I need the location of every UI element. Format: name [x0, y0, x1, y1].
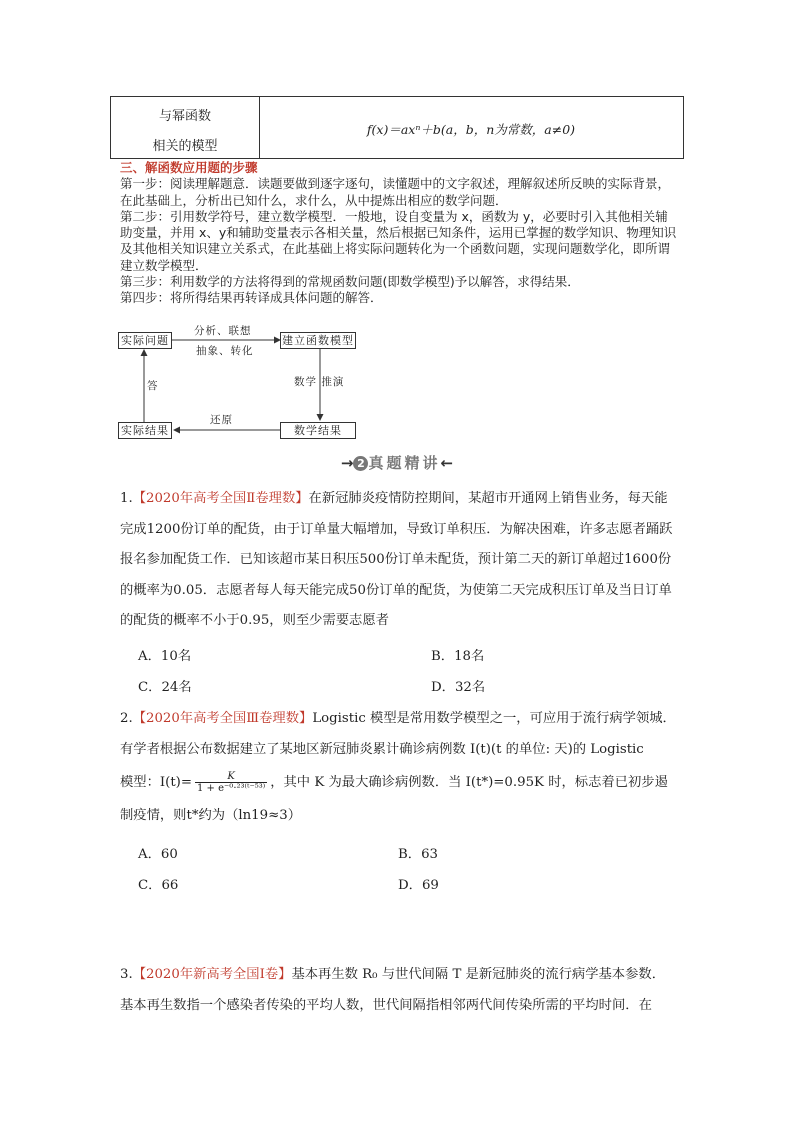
q2-text-b-post: ，其中 K 为最大确诊病例数．当 I(t*)=0.95K 时，标志着已初步遏 — [270, 775, 668, 790]
q1-option-b[interactable]: B．18名 — [431, 649, 485, 664]
q2-frac-denominator: 1 + e⁻⁰·²³⁽ᵗ⁻⁵³⁾ — [197, 783, 266, 794]
step-1: 第一步：阅读理解题意．读题要做到逐字逐句，读懂题中的文字叙述，理解叙述所反映的实际背景，在此基础上，分析出已知什么，求什么，从中提炼出相应的数学问题． — [120, 176, 671, 208]
q2-option-d[interactable]: D．69 — [398, 878, 439, 893]
banner-arrow-left: → — [340, 454, 354, 472]
q3-number: 3. — [120, 967, 133, 982]
table-row-label-line1: 与幂函数 — [158, 109, 211, 124]
flow-label-answer: 答 — [147, 380, 159, 392]
q2-option-a[interactable]: A．60 — [138, 847, 178, 862]
q2-text-c: 制疫情，则t*约为（ln19≈3） — [120, 807, 302, 823]
flow-box-practical-result: 实际结果 — [118, 422, 172, 439]
q3-text-b: 基本再生数指一个感染者传染的平均人数，世代间隔指相邻两代间传染所需的平均时间．在 — [120, 997, 652, 1013]
flow-box-build-model: 建立函数模型 — [282, 334, 354, 347]
q2-formula-fraction — [195, 771, 267, 794]
q2-frac-numerator: K — [195, 771, 267, 783]
q1-source: 【2020年高考全国Ⅱ卷理数】 — [132, 491, 309, 506]
q3-source: 【2020年新高考全国Ⅰ卷】 — [132, 967, 292, 982]
q1-number: 1. — [120, 491, 133, 506]
question-2 — [120, 704, 676, 831]
banner-title: 真题精讲 — [368, 454, 441, 472]
step-4: 第四步：将所得结果再转译成具体问题的解答． — [120, 290, 383, 306]
flow-label-restore: 还原 — [210, 414, 233, 426]
step-3: 第三步：利用数学的方法将得到的常规函数问题(即数学模型)予以解答，求得结果． — [120, 274, 580, 290]
q1-text: 在新冠肺炎疫情防控期间，某超市开通网上销售业务，每天能完成1200份订单的配货，由于订单量大幅增加，导致订单积压．为解决困难，许多志愿者踊跃报名参加配货工作．已知该超市某日积压500份订单未配货，预计第二天的新订单超过1600份的概率为0.05．志愿者每人每天能完成50份订单的配货，为使第二天完成积压订单及当日订单的配货的概率不小于0.95，则至少需要志愿者 — [120, 491, 673, 628]
steps-heading: 三、解函数应用题的步骤 — [120, 160, 258, 175]
flow-label-abstract: 抽象、转化 — [196, 345, 254, 357]
flow-label-analyze: 分析、联想 — [194, 325, 252, 337]
section-banner — [0, 452, 794, 473]
q2-number: 2. — [120, 711, 133, 726]
flow-label-deduce: 数学 推演 — [294, 376, 345, 388]
q2-option-c[interactable]: C．66 — [138, 878, 179, 893]
q3-text-a: 基本再生数 R₀ 与世代间隔 T 是新冠肺炎的流行病学基本参数． — [291, 967, 665, 982]
q2-option-b[interactable]: B．63 — [398, 847, 438, 862]
q1-option-c[interactable]: C．24名 — [138, 680, 192, 695]
table-formula: f(x)＝axⁿ＋b(a，b，n为常数，a≠0) — [366, 122, 576, 137]
q2-text-b-pre: 模型：I(t)= — [120, 775, 193, 790]
flow-box-practical-problem: 实际问题 — [118, 332, 172, 349]
q1-option-a[interactable]: A．10名 — [138, 649, 192, 664]
question-3 — [120, 960, 676, 1021]
q1-option-d[interactable]: D．32名 — [431, 680, 486, 695]
step-2: 第二步：引用数学符号，建立数学模型．一般地，设自变量为 x，函数为 y，必要时引入其他相关辅助变量，并用 x、y和辅助变量表示各相关量，然后根据已知条件，运用已掌握的数学知识、物理知识及其他相关知识建立关系式，在此基础上将实际问题转化为一个函数问题，实现问题数学化，即所谓建立数学模型． — [120, 208, 677, 273]
banner-number-badge: 2 — [353, 456, 368, 471]
question-1 — [120, 484, 676, 637]
model-table — [110, 96, 684, 159]
flow-box-math-result: 数学结果 — [280, 422, 356, 439]
q2-text-a: Logistic 模型是常用数学模型之一，可应用于流行病学领城．有学者根据公布数据建立了某地区新冠肺炎累计确诊病例数 I(t)(t 的单位: 天)的 Logistic — [120, 711, 676, 757]
banner-arrow-right: ← — [440, 454, 454, 472]
q2-source: 【2020年高考全国Ⅲ卷理数】 — [132, 711, 313, 726]
flow-diagram — [118, 325, 358, 442]
steps-section — [120, 160, 680, 307]
table-row-label-line2: 相关的模型 — [152, 139, 218, 154]
